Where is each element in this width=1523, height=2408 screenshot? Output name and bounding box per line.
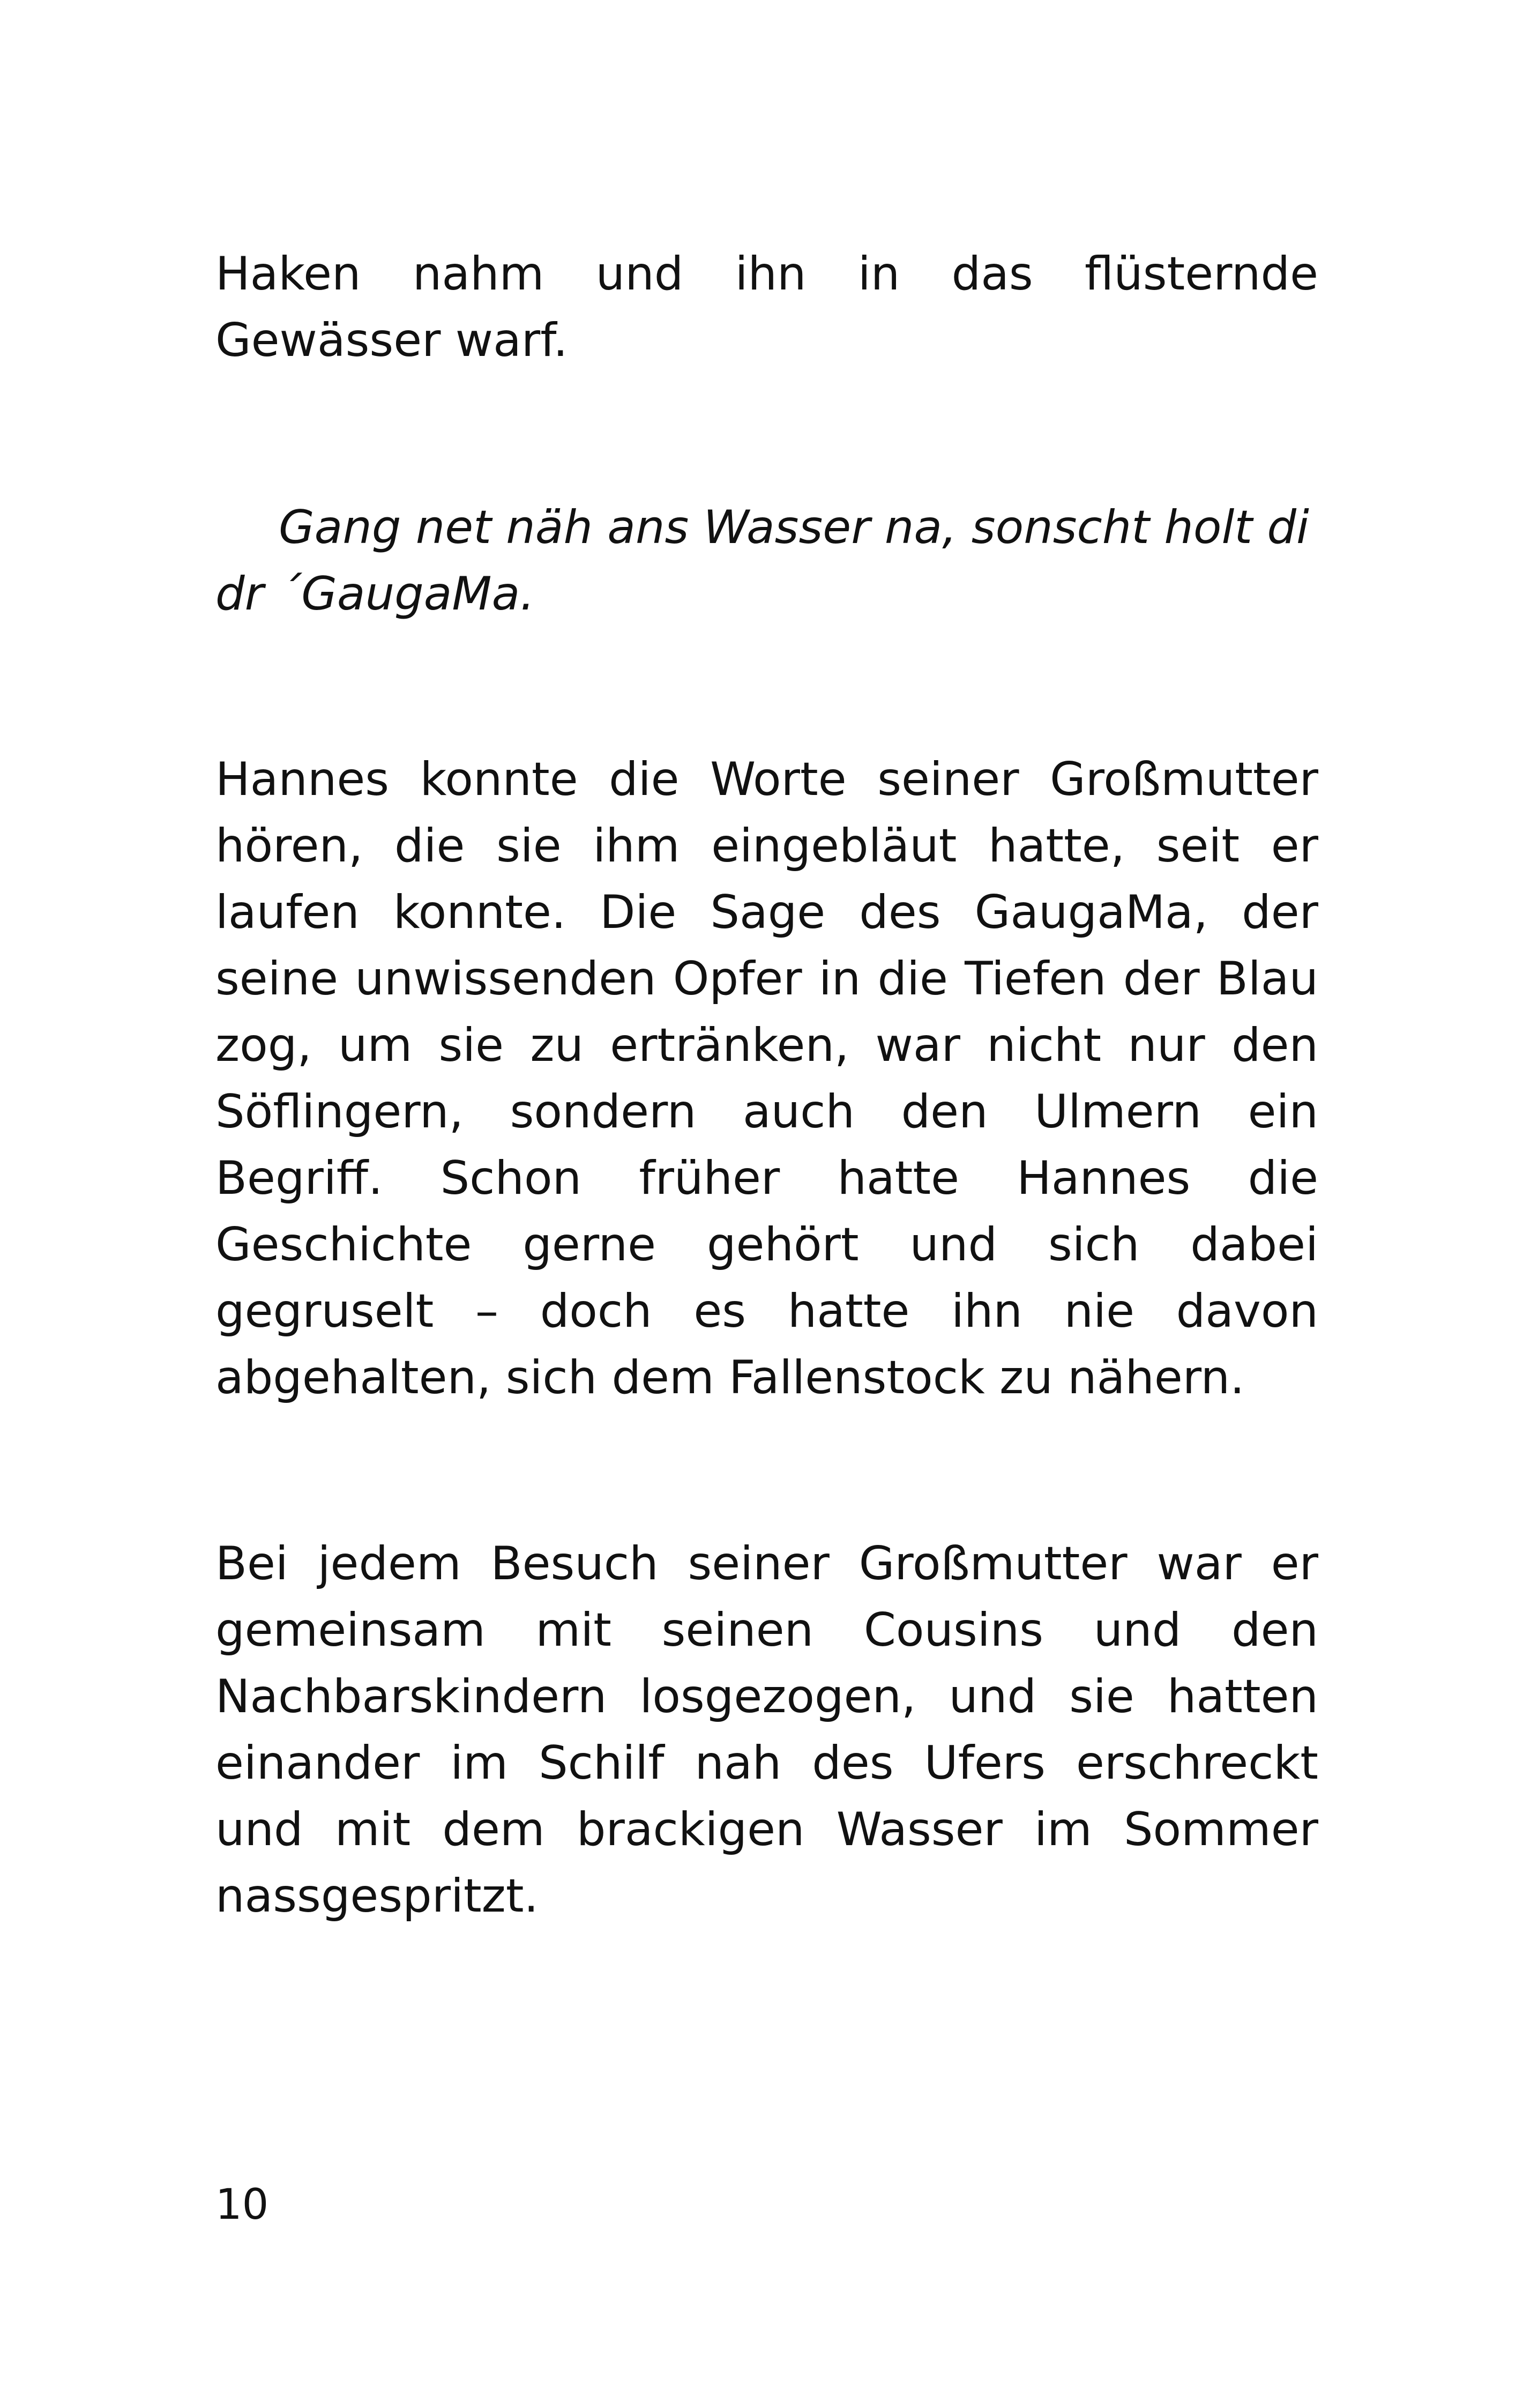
paragraph-grandmother-visits: Bei jedem Besuch seiner Großmutter war er gemeinsam mit seinen Cousins und den Nachbarskindern losgezogen, und sie hatten einander im Schilf nah des Ufers erschreckt und mit dem brackigen Wasser im Sommer nassgespritzt. xyxy=(215,1537,1318,1923)
page-number: 10 xyxy=(215,2181,269,2229)
paragraph-dialect-quote: Gang net näh ans Wasser na, sonscht holt di dr ´GaugaMa. xyxy=(215,501,1309,621)
paragraph-gaugama-legend: Hannes konnte die Worte seiner Großmutter hören, die sie ihm eingebläut hatte, seit er laufen konnte. Die Sage des GaugaMa, der seine unwissenden Opfer in die Tiefen der Blau zog, um sie zu ertränken, war nicht nur den Söflingern, sondern auch den Ulmern ein Begriff. Schon früher hatte Hannes die Geschichte gerne gehört und sich dabei gegruselt – doch es hatte ihn nie davon abgehalten, sich dem Fallenstock zu nähern. xyxy=(215,753,1318,1404)
paragraph-continuation: Haken nahm und ihn in das flüsternde Gewässer warf. xyxy=(215,247,1318,367)
